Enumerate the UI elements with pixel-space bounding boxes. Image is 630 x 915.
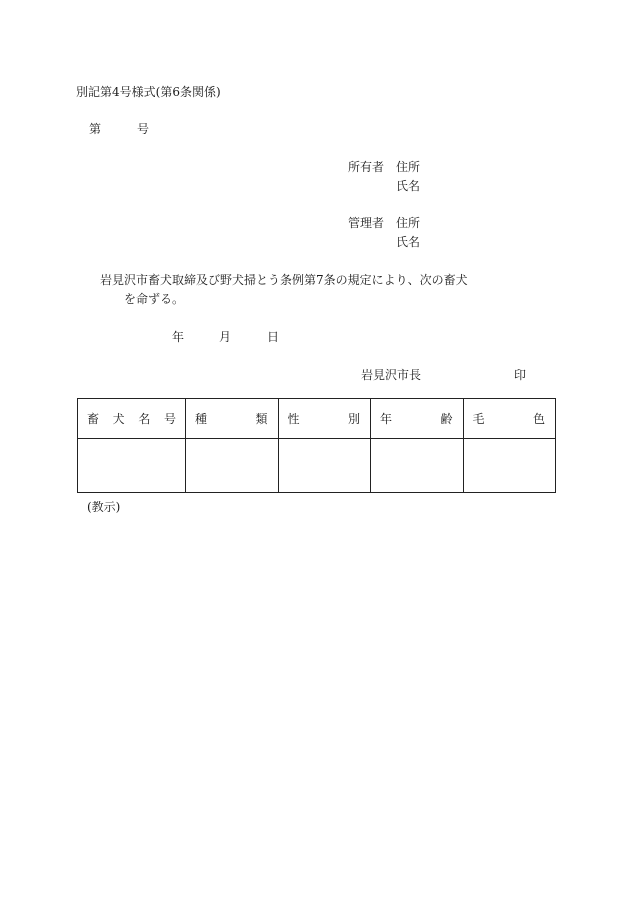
column-age bbox=[371, 399, 464, 439]
document-number-suffix: 号 bbox=[137, 122, 150, 136]
column-char: 号 bbox=[163, 412, 176, 426]
table-header-row bbox=[78, 399, 556, 439]
column-char: 別 bbox=[347, 412, 360, 426]
table-cell-coat-color bbox=[463, 439, 556, 493]
body-text-line2: を命ずる。 bbox=[124, 292, 185, 306]
column-char: 性 bbox=[287, 412, 300, 426]
issuer-seal: 印 bbox=[514, 368, 527, 382]
column-char: 色 bbox=[532, 412, 545, 426]
column-coat-color bbox=[463, 399, 556, 439]
column-sex bbox=[278, 399, 371, 439]
owner-name-label: 氏名 bbox=[396, 179, 421, 193]
table-cell-age bbox=[371, 439, 464, 493]
owner-address-label: 住所 bbox=[396, 160, 421, 174]
table-row bbox=[78, 439, 556, 493]
manager-name-label: 氏名 bbox=[396, 235, 421, 249]
date-month: 月 bbox=[219, 330, 232, 344]
manager-label: 管理者 bbox=[348, 216, 385, 230]
column-char: 種 bbox=[195, 412, 208, 426]
issuer-title: 岩見沢市長 bbox=[361, 368, 422, 382]
table-cell-breed bbox=[186, 439, 279, 493]
dog-info-table bbox=[77, 398, 556, 493]
column-char: 年 bbox=[380, 412, 393, 426]
owner-label: 所有者 bbox=[348, 160, 385, 174]
manager-address-label: 住所 bbox=[396, 216, 421, 230]
column-char: 名 bbox=[138, 412, 151, 426]
table-cell-dog-number bbox=[78, 439, 186, 493]
column-char: 類 bbox=[255, 412, 268, 426]
column-char: 齢 bbox=[440, 412, 453, 426]
table-cell-sex bbox=[278, 439, 371, 493]
column-char: 毛 bbox=[472, 412, 485, 426]
date-day: 日 bbox=[267, 330, 280, 344]
column-breed bbox=[186, 399, 279, 439]
body-text-line1: 岩見沢市畜犬取締及び野犬掃とう条例第7条の規定により、次の畜犬 bbox=[100, 273, 468, 287]
form-title: 別記第4号様式(第6条関係) bbox=[76, 85, 221, 99]
instruction-note: (教示) bbox=[87, 500, 121, 514]
column-char: 畜 bbox=[87, 412, 100, 426]
column-dog-number bbox=[78, 399, 186, 439]
date-year: 年 bbox=[172, 330, 185, 344]
column-char: 犬 bbox=[112, 412, 125, 426]
document-number-prefix: 第 bbox=[89, 122, 102, 136]
